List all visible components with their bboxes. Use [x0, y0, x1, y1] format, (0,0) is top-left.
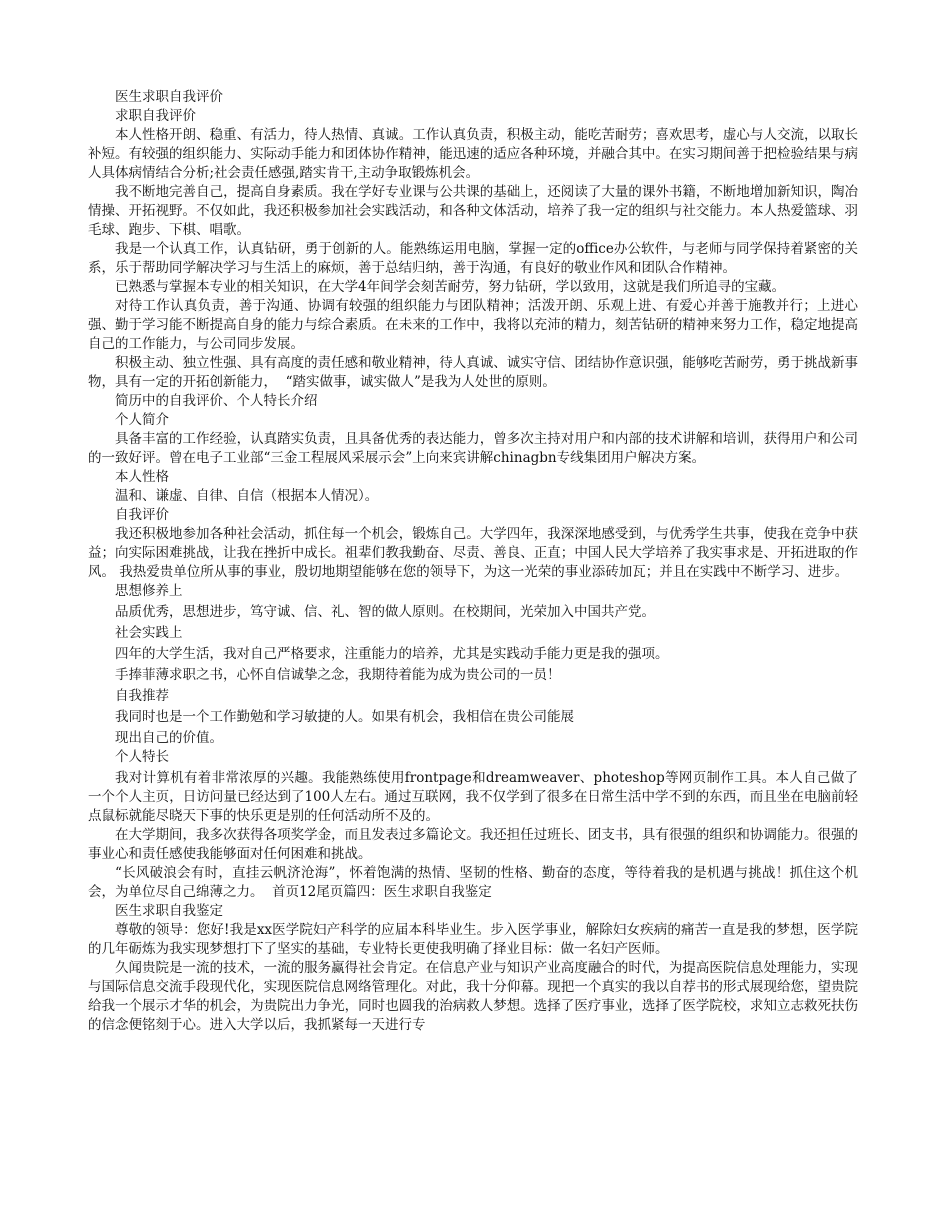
document-body	[88, 88, 858, 1035]
section-heading: 思想修养上	[115, 583, 183, 599]
section-heading: 个人特长	[115, 749, 169, 765]
paragraph: 积极主动、独立性强、具有高度的责任感和敬业精神，待人真诚、诚实守信、团结协作意识强，能够吃苦耐劳，勇于挑战新事物，具有一定的开拓创新能力， “踏实做事，诚实做人”是我为人处世的原则。	[88, 355, 858, 390]
paragraph: 我还积极地参加各种社会活动，抓住每一个机会，锻炼自己。大学四年，我深深地感受到，与优秀学生共事，使我在竞争中获益；向实际困难挑战，让我在挫折中成长。祖辈们教我勤奋、尽责、善良、正直；中国人民大学培养了我实事求是、开拓进取的作风。 我热爱贵单位所从事的事业，殷切地期望能够在您的领导下，为这一光荣的事业添砖加瓦；并且在实践中不断学习、进步。	[88, 526, 858, 580]
section-heading: 个人简介	[115, 412, 169, 428]
section-heading: 本人性格	[115, 469, 169, 485]
section-heading: 简历中的自我评价、个人特长介绍	[115, 393, 318, 409]
paragraph: 温和、谦虚、自律、自信（根据本人情况）。	[115, 488, 379, 504]
paragraph: 四年的大学生活，我对自己严格要求，注重能力的培养，尤其是实践动手能力更是我的强项。	[115, 646, 669, 662]
paragraph: 我同时也是一个工作勤勉和学习敏捷的人。如果有机会，我相信在贵公司能展	[115, 709, 574, 725]
section-heading: 自我评价	[115, 507, 169, 523]
paragraph: 现出自己的价值。	[115, 730, 223, 746]
paragraph: 我是一个认真工作，认真钻研，勇于创新的人。能熟练运用电脑，掌握一定的office办公软件，与老师与同学保持着紧密的关系，乐于帮助同学解决学习与生活上的麻烦，善于总结归纳，善于沟通，有良好的敬业作风和团队合作精神。	[88, 241, 858, 276]
paragraph: 品质优秀，思想进步，笃守诚、信、礼、智的做人原则。在校期间，光荣加入中国共产党。	[115, 604, 655, 620]
paragraph: 已熟悉与掌握本专业的相关知识，在大学4年间学会刻苦耐劳，努力钻研，学以致用，这就是我们所追寻的宝藏。	[115, 279, 786, 295]
section-heading: 医生求职自我鉴定	[115, 903, 223, 919]
paragraph: 在大学期间，我多次获得各项奖学金，而且发表过多篇论文。我还担任过班长、团支书，具有很强的组织和协调能力。很强的事业心和责任感使我能够面对任何困难和挑战。	[88, 827, 858, 862]
paragraph: 手捧菲薄求职之书，心怀自信诚挚之念，我期待着能为成为贵公司的一员！	[115, 667, 561, 683]
paragraph: 尊敬的领导：您好!我是xx医学院妇产科学的应届本科毕业生。步入医学事业，解除妇女疾病的痛苦一直是我的梦想，医学院的几年砺炼为我实现梦想打下了坚实的基础，专业特长更使我明确了择业目标：做一名妇产医师。	[88, 922, 858, 957]
paragraph: 对待工作认真负责，善于沟通、协调有较强的组织能力与团队精神；活泼开朗、乐观上进、有爱心并善于施教并行；上进心强、勤于学习能不断提高自身的能力与综合素质。在未来的工作中，我将以充沛的精力，刻苦钻研的精神来努力工作，稳定地提高自己的工作能力，与公司同步发展。	[88, 298, 858, 352]
section-heading: 求职自我评价	[115, 108, 196, 124]
paragraph: 我不断地完善自己，提高自身素质。我在学好专业课与公共课的基础上，还阅读了大量的课外书籍，不断地增加新知识，陶冶情操、开拓视野。不仅如此，我还积极参加社会实践活动，和各种文体活动，培养了我一定的组织与社交能力。本人热爱篮球、羽毛球、跑步、下棋、唱歌。	[88, 184, 858, 238]
paragraph: 我对计算机有着非常浓厚的兴趣。我能熟练使用frontpage和dreamweaver、photeshop等网页制作工具。本人自己做了一个个人主页，日访问量已经达到了100人左右。通过互联网，我不仅学到了很多在日常生活中学不到的东西，而且坐在电脑前轻点鼠标就能尽晓天下事的快乐更是别的任何活动所不及的。	[88, 770, 858, 824]
section-heading: 自我推荐	[115, 688, 169, 704]
paragraph: 久闻贵院是一流的技术，一流的服务赢得社会肯定。在信息产业与知识产业高度融合的时代，为提高医院信息处理能力，实现与国际信息交流手段现代化，实现医院信息网络管理化。对此，我十分仰幕。现把一个真实的我以自荐书的形式展现给您，望贵院给我一个展示才华的机会，为贵院出力争光，同时也圆我的治病救人梦想。选择了医疗事业，选择了医学院校，求知立志救死扶伤的信念便铭刻于心。进入大学以后，我抓紧每一天进行专	[88, 960, 858, 1033]
paragraph: 具备丰富的工作经验，认真踏实负责，且具备优秀的表达能力，曾多次主持对用户和内部的技术讲解和培训，获得用户和公司的一致好评。曾在电子工业部“三金工程展风采展示会”上向来宾讲解chinagbn专线集团用户解决方案。	[88, 431, 858, 466]
paragraph: 本人性格开朗、稳重、有活力，待人热情、真诚。工作认真负责，积极主动，能吃苦耐劳；喜欢思考，虚心与人交流，以取长补短。有较强的组织能力、实际动手能力和团体协作精神，能迅速的适应各种环境，并融合其中。在实习期间善于把检验结果与病人具体病情结合分析;社会责任感强,踏实肯干,主动争取锻炼机会。	[88, 127, 858, 181]
section-heading: 社会实践上	[115, 625, 183, 641]
document-title: 医生求职自我评价	[115, 89, 223, 105]
paragraph: “长风破浪会有时，直挂云帆济沧海”，怀着饱满的热情、坚韧的性格、勤奋的态度，等待着我的是机遇与挑战！抓住这个机会，为单位尽自己绵薄之力。 首页12尾页篇四：医生求职自我鉴定	[88, 865, 858, 900]
